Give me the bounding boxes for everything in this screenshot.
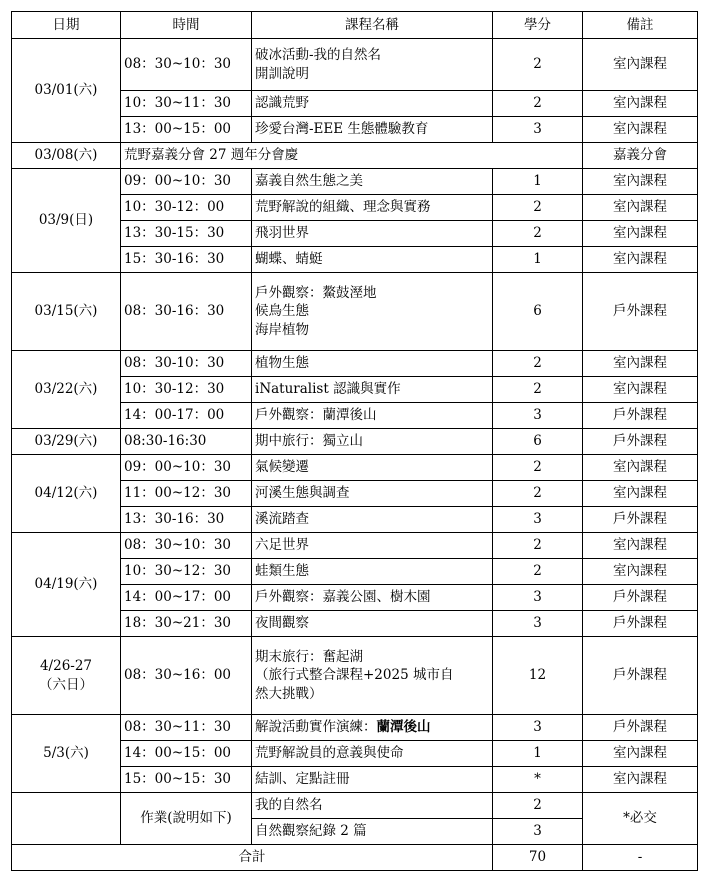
table-row: [12, 793, 698, 819]
header-note: 備註: [583, 12, 698, 39]
course-name-line: 期末旅行：奮起湖: [255, 649, 363, 666]
course-name-line: 飛羽世界: [255, 225, 309, 242]
header-credit: 學分: [493, 12, 583, 39]
course-note: 室內課程: [583, 169, 698, 195]
course-note: 室內課程: [583, 455, 698, 481]
homework-date-empty: [12, 793, 121, 845]
course-credit: 2: [493, 533, 583, 559]
table-row: [12, 715, 698, 741]
course-time: 14：00-17：00: [121, 403, 252, 429]
course-credit: 6: [493, 273, 583, 351]
session-date-text: 04/19(六): [34, 576, 98, 593]
course-time: 08：30~10：30: [121, 39, 252, 91]
course-name-line: iNaturalist 認識與實作: [255, 381, 401, 398]
course-name-line: [255, 718, 489, 736]
course-note: 戶外課程: [583, 585, 698, 611]
course-credit: 2: [493, 377, 583, 403]
course-name: [252, 221, 493, 247]
course-time: 08：30-10：30: [121, 351, 252, 377]
table-row: [12, 351, 698, 377]
session-date-text: 03/15(六): [34, 303, 98, 320]
course-credit: 2: [493, 195, 583, 221]
course-credit: 3: [493, 611, 583, 637]
session-date: 03/08(六): [12, 143, 121, 169]
session-date-text: 4/26-27: [39, 658, 93, 675]
course-credit: 1: [493, 247, 583, 273]
course-credit: 3: [493, 117, 583, 143]
course-note: 戶外課程: [583, 429, 698, 455]
course-credit: 2: [493, 351, 583, 377]
table-row: [12, 533, 698, 559]
course-time: 08：30-16：30: [121, 273, 252, 351]
course-credit: 2: [493, 91, 583, 117]
session-date: [12, 39, 121, 143]
course-name: [252, 169, 493, 195]
total-label: 合計: [12, 845, 493, 871]
table-row: [12, 637, 698, 715]
course-name: [252, 585, 493, 611]
course-note: 室內課程: [583, 195, 698, 221]
homework-credit: 3: [493, 819, 583, 845]
course-time: 10：30-12：30: [121, 377, 252, 403]
course-time: 08：30~16：00: [121, 637, 252, 715]
course-credit: 3: [493, 507, 583, 533]
course-name-line: 海岸植物: [255, 321, 309, 338]
course-credit: 2: [493, 455, 583, 481]
schedule-body: [12, 39, 698, 871]
course-name: [252, 559, 493, 585]
session-date-text: 03/29(六): [34, 433, 98, 450]
course-credit: 12: [493, 637, 583, 715]
course-credit: 3: [493, 715, 583, 741]
header-date: 日期: [12, 12, 121, 39]
session-date: [12, 533, 121, 637]
course-note: 室內課程: [583, 91, 698, 117]
course-name-line: 植物生態: [255, 355, 309, 372]
course-name: [252, 117, 493, 143]
table-row: [12, 169, 698, 195]
table-row: [12, 143, 698, 169]
course-note: 室內課程: [583, 247, 698, 273]
course-name: [252, 481, 493, 507]
course-time: 10：30~11：30: [121, 91, 252, 117]
course-credit: 2: [493, 559, 583, 585]
course-name-line: 結訓、定點註冊: [255, 771, 350, 788]
header-time: 時間: [121, 12, 252, 39]
course-note: 戶外課程: [583, 611, 698, 637]
course-time: 08：30~11：30: [121, 715, 252, 741]
course-name-line: 認識荒野: [255, 95, 309, 112]
course-name-line: 戶外觀察：嘉義公園、樹木園: [255, 589, 431, 606]
course-note: 室內課程: [583, 117, 698, 143]
course-name-line: 氣候變遷: [255, 459, 309, 476]
session-date: [12, 169, 121, 273]
course-note: 室內課程: [583, 377, 698, 403]
course-time: 18：30~21：30: [121, 611, 252, 637]
course-name-text: 解說活動實作演練：: [255, 719, 377, 736]
course-name-line: 蛙類生態: [255, 563, 309, 580]
course-time: 14：00~17：00: [121, 585, 252, 611]
course-time: 09：00~10：30: [121, 169, 252, 195]
course-note: 室內課程: [583, 533, 698, 559]
course-note: 室內課程: [583, 481, 698, 507]
course-name: [252, 507, 493, 533]
course-name: [252, 273, 493, 351]
session-date-text: 04/12(六): [34, 485, 98, 502]
course-name-line: 破冰活動-我的自然名: [255, 47, 382, 64]
course-name-bold: 蘭潭後山: [376, 719, 431, 736]
course-time: 13：30-16：30: [121, 507, 252, 533]
course-time: 15：30-16：30: [121, 247, 252, 273]
course-note: 戶外課程: [583, 273, 698, 351]
session-date: [12, 637, 121, 715]
course-credit: 6: [493, 429, 583, 455]
table-row: [12, 429, 698, 455]
course-time: 09：00~10：30: [121, 455, 252, 481]
course-credit: 3: [493, 585, 583, 611]
course-name-line: 溪流踏查: [255, 511, 309, 528]
course-time: 14：00~15：00: [121, 741, 252, 767]
course-name: [252, 39, 493, 91]
course-name: [252, 247, 493, 273]
table-row: [12, 273, 698, 351]
table-row: [12, 455, 698, 481]
course-name-line: 候鳥生態: [255, 303, 309, 320]
course-name-line: 六足世界: [255, 537, 309, 554]
course-name-line: （旅行式整合課程+2025 城市自: [255, 667, 454, 684]
course-name-line: 開訓說明: [255, 65, 309, 82]
course-name: [252, 403, 493, 429]
course-credit: 2: [493, 221, 583, 247]
course-time: 10：30~12：30: [121, 559, 252, 585]
course-time: 13：30-15：30: [121, 221, 252, 247]
course-name-line: 戶外觀察：鰲鼓溼地: [255, 285, 377, 302]
course-name-line: 蝴蝶、蜻蜓: [255, 251, 323, 268]
header-course: 課程名稱: [252, 12, 493, 39]
course-credit: 1: [493, 741, 583, 767]
course-name: [252, 767, 493, 793]
course-note: 室內課程: [583, 351, 698, 377]
course-name: [252, 351, 493, 377]
course-name: [252, 533, 493, 559]
course-name-line: 荒野解說的組織、理念與實務: [255, 199, 431, 216]
session-date: [12, 351, 121, 429]
course-note: 室內課程: [583, 39, 698, 91]
special-event: 荒野嘉義分會 27 週年分會慶: [121, 143, 583, 169]
session-date-text: 03/22(六): [34, 381, 98, 398]
course-note: 戶外課程: [583, 403, 698, 429]
homework-item: 自然觀察紀錄 2 篇: [252, 819, 493, 845]
course-name: [252, 455, 493, 481]
course-credit: 1: [493, 169, 583, 195]
course-note: 嘉義分會: [583, 143, 698, 169]
course-name-line: 戶外觀察：蘭潭後山: [255, 407, 377, 424]
course-name: [252, 91, 493, 117]
course-credit: 2: [493, 481, 583, 507]
course-credit: 3: [493, 403, 583, 429]
course-note: 室內課程: [583, 559, 698, 585]
course-note: 室內課程: [583, 767, 698, 793]
session-date-text: 5/3(六): [43, 745, 89, 762]
total-note: -: [583, 845, 698, 871]
total-row: [12, 845, 698, 871]
course-name: [252, 377, 493, 403]
course-time: 13：00~15：00: [121, 117, 252, 143]
homework-item: 我的自然名: [252, 793, 493, 819]
course-note: 室內課程: [583, 741, 698, 767]
header-row: [12, 12, 698, 39]
course-name: [252, 611, 493, 637]
homework-credit: 2: [493, 793, 583, 819]
course-name-line: 夜間觀察: [255, 615, 309, 632]
course-time: 08：30~10：30: [121, 533, 252, 559]
course-schedule-table: [11, 11, 698, 871]
session-date: [12, 273, 121, 351]
course-credit: 2: [493, 39, 583, 91]
course-time: 10：30-12：00: [121, 195, 252, 221]
course-name-line: 期中旅行：獨立山: [255, 433, 363, 450]
homework-note: *必交: [583, 793, 698, 845]
session-date-text: 03/01(六): [34, 82, 98, 99]
session-date-text: 03/9(日): [38, 212, 94, 229]
course-name: [252, 715, 493, 741]
homework-label: 作業(說明如下): [121, 793, 252, 845]
course-time: 11：00~12：30: [121, 481, 252, 507]
table-row: [12, 39, 698, 91]
course-name-line: 荒野解說員的意義與使命: [255, 745, 404, 762]
course-name-line: 河溪生態與調查: [255, 485, 350, 502]
course-note: 戶外課程: [583, 637, 698, 715]
course-credit: *: [493, 767, 583, 793]
course-note: 戶外課程: [583, 715, 698, 741]
course-name: [252, 195, 493, 221]
course-note: 室內課程: [583, 221, 698, 247]
course-name: [252, 741, 493, 767]
course-name-line: 嘉義自然生態之美: [255, 173, 363, 190]
course-name-line: 珍愛台灣-EEE 生態體驗教育: [255, 121, 429, 138]
session-date: [12, 455, 121, 533]
course-name-line: 然大挑戰）: [255, 685, 323, 702]
session-date: [12, 429, 121, 455]
session-date: [12, 715, 121, 793]
total-credit: 70: [493, 845, 583, 871]
course-name: [252, 429, 493, 455]
course-note: 戶外課程: [583, 507, 698, 533]
course-time: 15：00~15：30: [121, 767, 252, 793]
course-time: 08:30-16:30: [121, 429, 252, 455]
session-date-sub: （六日）: [39, 676, 93, 693]
course-name: [252, 637, 493, 715]
